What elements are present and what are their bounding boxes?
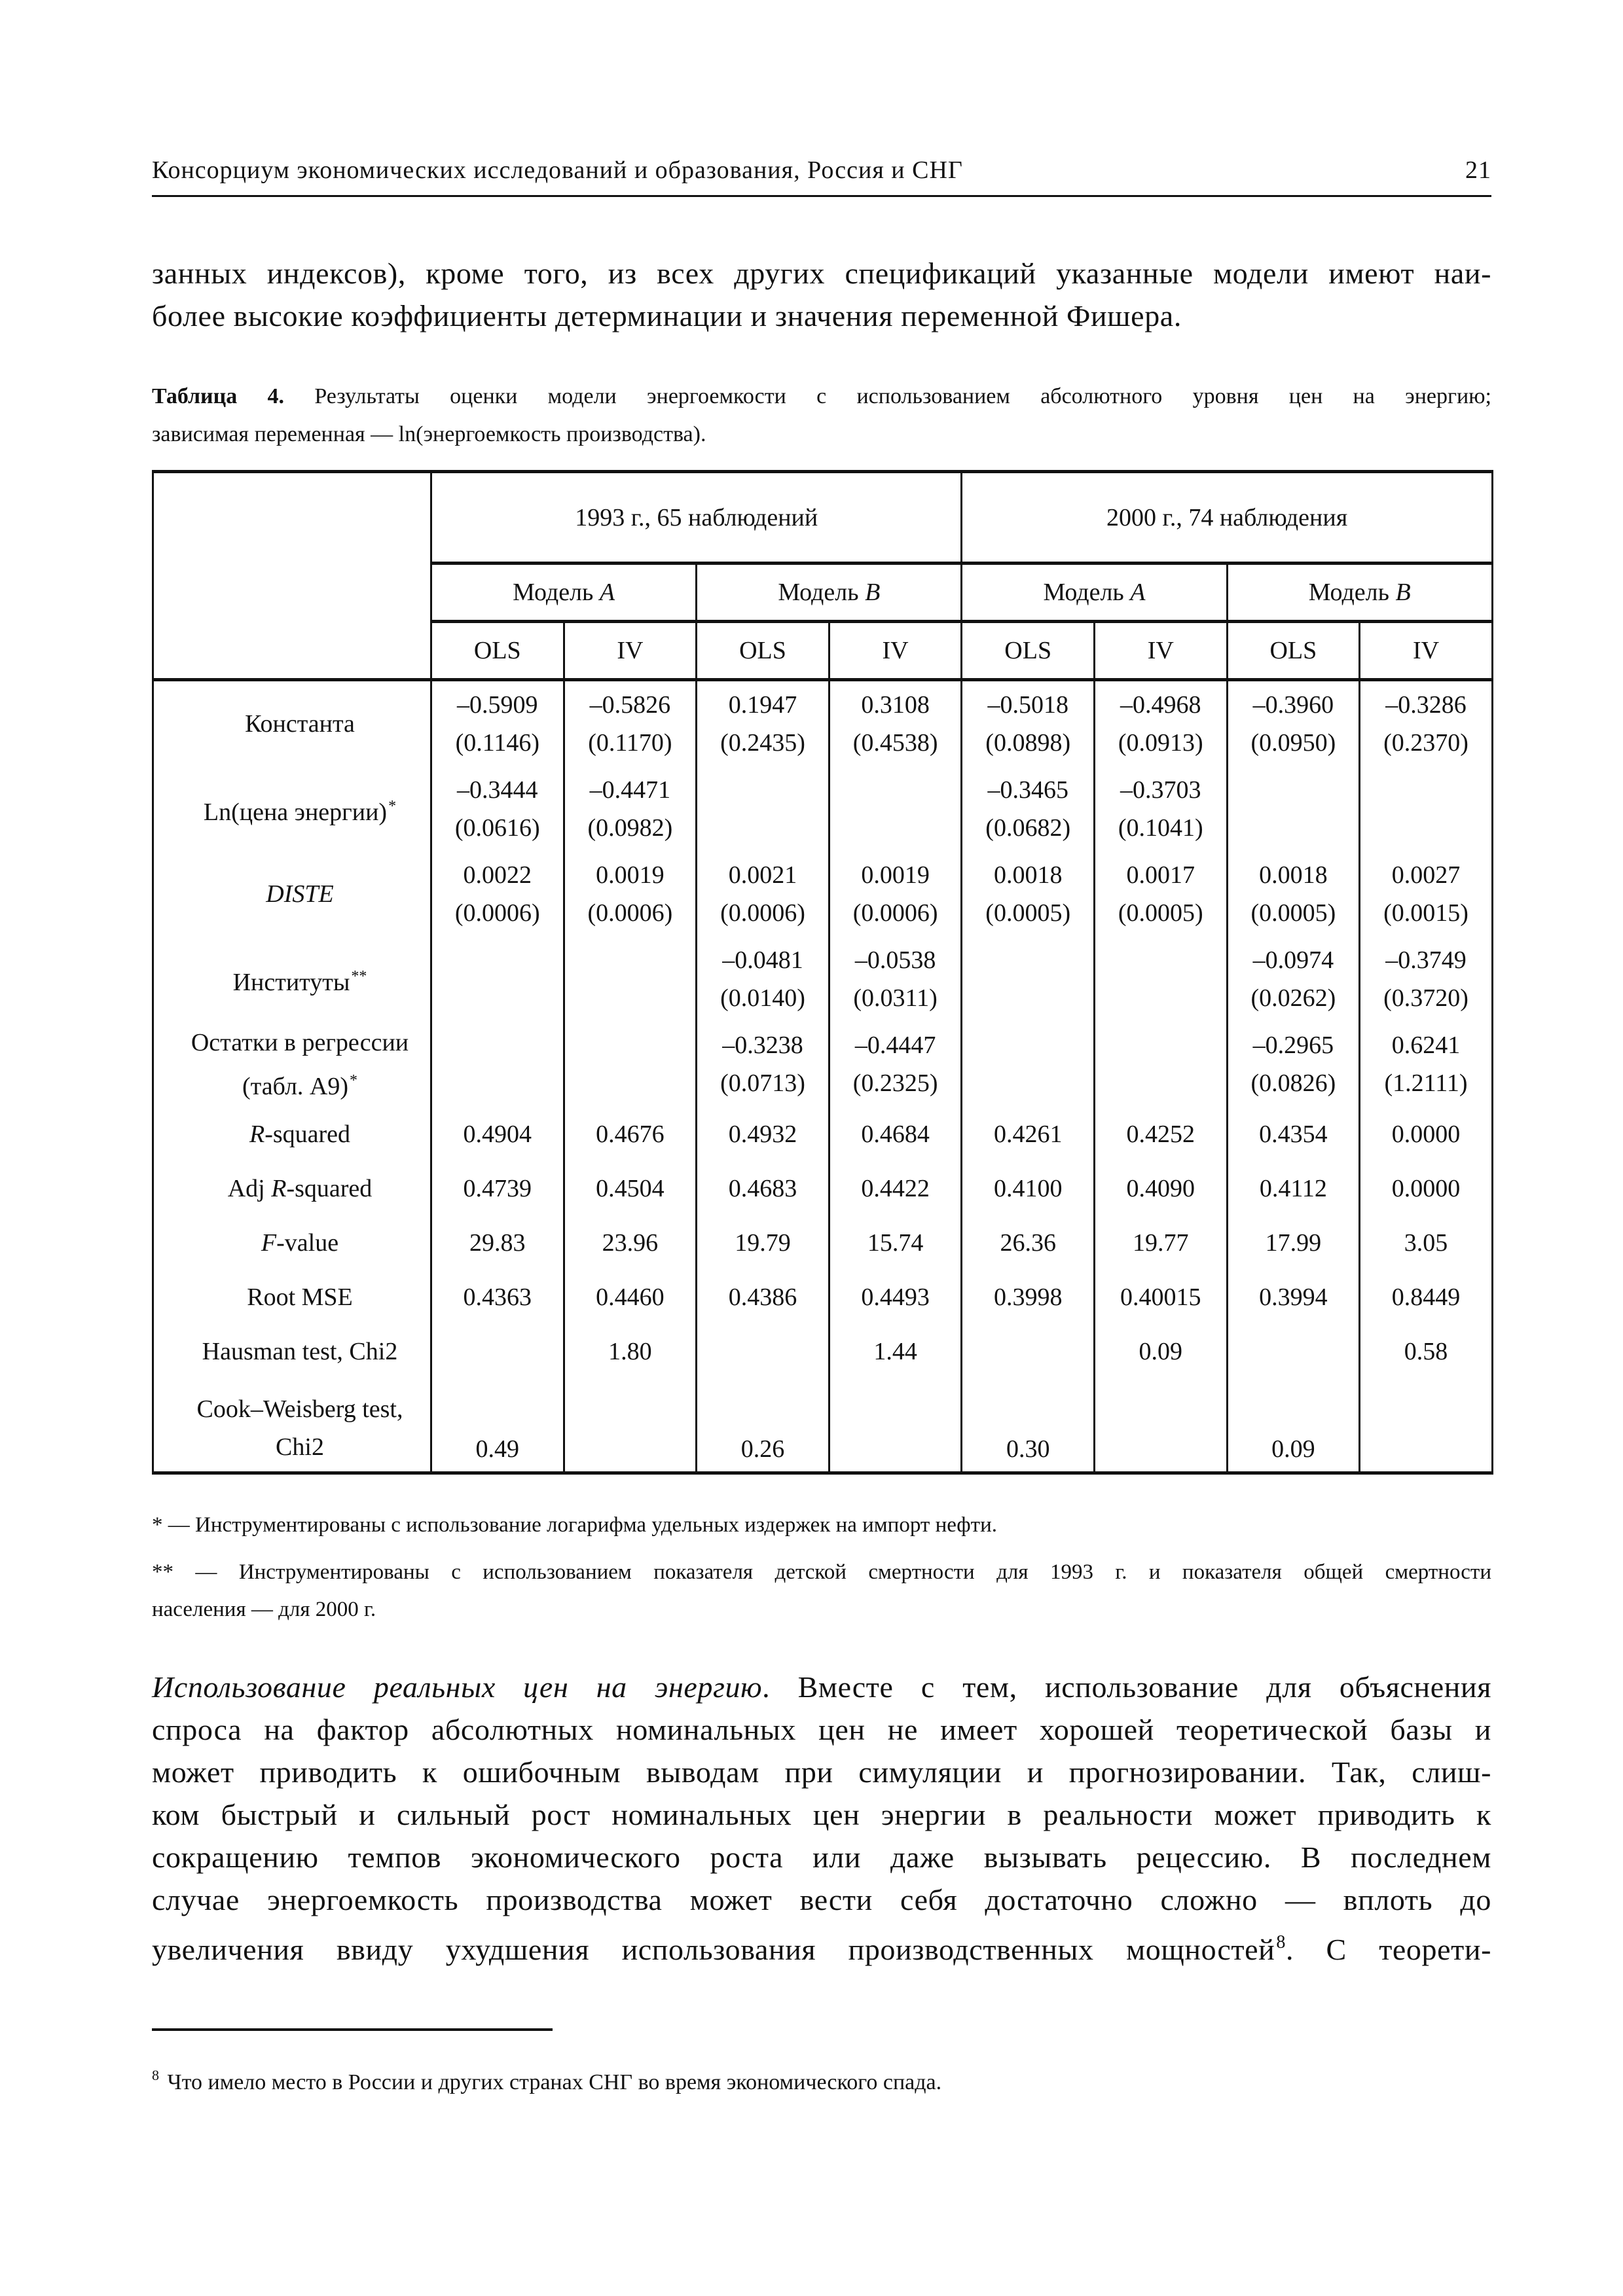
stat-cell: 17.99 bbox=[1227, 1215, 1360, 1270]
stat-cell: 0.4684 bbox=[829, 1107, 962, 1161]
table-row-r-squared bbox=[153, 1107, 1493, 1161]
stat-cell: 0.4683 bbox=[697, 1161, 830, 1215]
method-header: OLS bbox=[431, 622, 564, 680]
coef-cell: –0.5826 (0.1170) bbox=[564, 680, 697, 767]
coef-cell: –0.4968 (0.0913) bbox=[1095, 680, 1228, 767]
row-label: DISTE bbox=[153, 852, 431, 937]
stat-cell: 0.30 bbox=[962, 1378, 1095, 1473]
coef-cell: 0.0021 (0.0006) bbox=[697, 852, 830, 937]
stat-cell bbox=[431, 1324, 564, 1378]
text-line: спроса на фактор абсолютных номинальных цен не имеет хорошей теоретической базы и bbox=[152, 1713, 1491, 1746]
row-label: R-squared bbox=[153, 1107, 431, 1161]
stat-cell bbox=[1095, 1378, 1228, 1473]
running-header-title: Консорциум экономических исследований и образования, Россия и СНГ bbox=[152, 156, 963, 184]
stat-cell: 0.3994 bbox=[1227, 1270, 1360, 1324]
text-line: более высокие коэффициенты детерминации и значения переменной Фишера. bbox=[152, 299, 1182, 332]
method-header: IV bbox=[1095, 622, 1228, 680]
footnote-ref-8[interactable]: 8 bbox=[1276, 1932, 1286, 1952]
stat-cell bbox=[962, 1324, 1095, 1378]
table-row-ln-price bbox=[153, 766, 1493, 852]
header-blank-cell bbox=[153, 472, 431, 680]
stat-cell: 0.09 bbox=[1227, 1378, 1360, 1473]
stat-cell: 0.4739 bbox=[431, 1161, 564, 1215]
text-line: ком быстрый и сильный рост номинальных цен энергии в реальности может приводить к bbox=[152, 1798, 1491, 1831]
stat-cell: 26.36 bbox=[962, 1215, 1095, 1270]
stat-cell: 0.49 bbox=[431, 1378, 564, 1473]
stat-cell: 0.4261 bbox=[962, 1107, 1095, 1161]
text-line: Использование реальных цен на энергию. Вместе с тем, использование для объяснения bbox=[152, 1670, 1491, 1704]
stat-cell: 0.4112 bbox=[1227, 1161, 1360, 1215]
group-header-1993: 1993 г., 65 наблюдений bbox=[431, 472, 962, 564]
stat-cell: 0.4252 bbox=[1095, 1107, 1228, 1161]
footnote-8 bbox=[152, 2067, 1491, 2095]
stat-cell: 0.4090 bbox=[1095, 1161, 1228, 1215]
coef-cell: –0.4447 (0.2325) bbox=[829, 1022, 962, 1107]
intro-paragraph bbox=[152, 252, 1491, 337]
body-paragraph bbox=[152, 1666, 1491, 1971]
row-label: Остатки в регрессии (табл. А9)* bbox=[153, 1022, 431, 1107]
method-header: OLS bbox=[1227, 622, 1360, 680]
text-line: увеличения ввиду ухудшения использования производственных мощностей$^8$. С теорети- bbox=[152, 1932, 1491, 1966]
stat-cell bbox=[829, 1378, 962, 1473]
row-label: Adj R-squared bbox=[153, 1161, 431, 1215]
table-row-constant bbox=[153, 680, 1493, 767]
coef-cell bbox=[564, 937, 697, 1022]
text-line: случае энергоемкость производства может вести себя достаточно сложно — вплоть до bbox=[152, 1883, 1491, 1916]
model-header: Модель B bbox=[1227, 564, 1492, 622]
footnote-rule bbox=[152, 2028, 553, 2031]
coef-cell: 0.0019 (0.0006) bbox=[564, 852, 697, 937]
stat-cell: 0.0000 bbox=[1360, 1161, 1493, 1215]
method-header: IV bbox=[564, 622, 697, 680]
group-header-2000: 2000 г., 74 наблюдения bbox=[962, 472, 1492, 564]
coef-cell: –0.3703 (0.1041) bbox=[1095, 766, 1228, 852]
coef-cell: –0.3238 (0.0713) bbox=[697, 1022, 830, 1107]
coef-cell: 0.0027 (0.0015) bbox=[1360, 852, 1493, 937]
coef-cell: –0.0974 (0.0262) bbox=[1227, 937, 1360, 1022]
coef-cell: –0.3286 (0.2370) bbox=[1360, 680, 1493, 767]
stat-cell: 3.05 bbox=[1360, 1215, 1493, 1270]
stat-cell: 15.74 bbox=[829, 1215, 962, 1270]
stat-cell bbox=[564, 1378, 697, 1473]
model-header: Модель A bbox=[962, 564, 1227, 622]
stat-cell bbox=[1227, 1324, 1360, 1378]
stat-cell: 0.4904 bbox=[431, 1107, 564, 1161]
row-label: Ln(цена энергии)* bbox=[153, 766, 431, 852]
table-row-cook-weisberg bbox=[153, 1378, 1493, 1473]
coef-cell: 0.6241 (1.2111) bbox=[1360, 1022, 1493, 1107]
table-row-root-mse bbox=[153, 1270, 1493, 1324]
stat-cell bbox=[1360, 1378, 1493, 1473]
caption-text: Результаты оценки модели энергоемкости с использованием абсолютного уровня цен на энергию; bbox=[284, 384, 1491, 408]
coef-cell: –0.5018 (0.0898) bbox=[962, 680, 1095, 767]
text-line: может приводить к ошибочным выводам при симуляции и прогнозировании. Так, слиш- bbox=[152, 1755, 1491, 1789]
coef-cell: 0.0019 (0.0006) bbox=[829, 852, 962, 937]
table-row-adj-r-squared bbox=[153, 1161, 1493, 1215]
stat-cell: 0.40015 bbox=[1095, 1270, 1228, 1324]
coef-cell: 0.3108 (0.4538) bbox=[829, 680, 962, 767]
coef-cell bbox=[431, 1022, 564, 1107]
method-header: OLS bbox=[697, 622, 830, 680]
table-note-2: ** — Инструментированы с использованием показателя детской смертности для 1993 г. и показателя общей смертности населения — для 2000 г. bbox=[152, 1560, 1491, 1621]
footnote-mark: ** bbox=[351, 967, 367, 985]
table-row-diste bbox=[153, 852, 1493, 937]
coef-cell: –0.0481 (0.0140) bbox=[697, 937, 830, 1022]
table-row-f-value bbox=[153, 1215, 1493, 1270]
coef-cell bbox=[829, 766, 962, 852]
footnote-mark: * bbox=[350, 1071, 358, 1089]
stat-cell: 0.09 bbox=[1095, 1324, 1228, 1378]
footnote-mark: 8 bbox=[152, 2067, 159, 2083]
caption-label: Таблица 4. bbox=[152, 384, 285, 408]
stat-cell: 19.79 bbox=[697, 1215, 830, 1270]
coef-cell: –0.2965 (0.0826) bbox=[1227, 1022, 1360, 1107]
caption-line bbox=[152, 378, 1491, 416]
stat-cell: 29.83 bbox=[431, 1215, 564, 1270]
text-line: занных индексов), кроме того, из всех других спецификаций указанные модели имеют наи- bbox=[152, 257, 1491, 290]
method-header: OLS bbox=[962, 622, 1095, 680]
stat-cell: 0.8449 bbox=[1360, 1270, 1493, 1324]
coef-cell bbox=[1095, 1022, 1228, 1107]
coef-cell: –0.3960 (0.0950) bbox=[1227, 680, 1360, 767]
coef-cell: 0.0018 (0.0005) bbox=[962, 852, 1095, 937]
stat-cell: 0.4493 bbox=[829, 1270, 962, 1324]
coef-cell bbox=[962, 937, 1095, 1022]
stat-cell: 0.4932 bbox=[697, 1107, 830, 1161]
coef-cell bbox=[962, 1022, 1095, 1107]
paragraph-lead-italic: Использование реальных цен на энергию bbox=[152, 1670, 763, 1704]
coef-cell bbox=[1360, 766, 1493, 852]
row-label: Hausman test, Chi2 bbox=[153, 1324, 431, 1378]
stat-cell: 0.4100 bbox=[962, 1161, 1095, 1215]
table-row-institutions bbox=[153, 937, 1493, 1022]
method-header: IV bbox=[1360, 622, 1493, 680]
table-note-1: * — Инструментированы с использование логарифма удельных издержек на импорт нефти. bbox=[152, 1513, 997, 1537]
model-header: Модель A bbox=[431, 564, 697, 622]
coef-cell bbox=[697, 766, 830, 852]
coef-cell: 0.1947 (0.2435) bbox=[697, 680, 830, 767]
stat-cell: 0.4386 bbox=[697, 1270, 830, 1324]
coef-cell: –0.3444 (0.0616) bbox=[431, 766, 564, 852]
results-table bbox=[152, 470, 1493, 1475]
coef-cell: 0.0022 (0.0006) bbox=[431, 852, 564, 937]
row-label: Cook–Weisberg test, Chi2 bbox=[153, 1378, 431, 1473]
stat-cell: 1.80 bbox=[564, 1324, 697, 1378]
stat-cell: 0.4354 bbox=[1227, 1107, 1360, 1161]
footnote-mark: * bbox=[388, 797, 397, 815]
stat-cell: 0.0000 bbox=[1360, 1107, 1493, 1161]
table-caption bbox=[152, 378, 1491, 454]
model-header: Модель B bbox=[697, 564, 962, 622]
page-number: 21 bbox=[1465, 156, 1491, 184]
coef-cell: –0.3749 (0.3720) bbox=[1360, 937, 1493, 1022]
header-rule bbox=[152, 195, 1491, 197]
coef-cell bbox=[431, 937, 564, 1022]
row-label: Институты** bbox=[153, 937, 431, 1022]
table-row-residuals bbox=[153, 1022, 1493, 1107]
method-header: IV bbox=[829, 622, 962, 680]
stat-cell: 0.4676 bbox=[564, 1107, 697, 1161]
stat-cell: 0.26 bbox=[697, 1378, 830, 1473]
stat-cell: 0.4363 bbox=[431, 1270, 564, 1324]
coef-cell: –0.5909 (0.1146) bbox=[431, 680, 564, 767]
stat-cell: 1.44 bbox=[829, 1324, 962, 1378]
stat-cell: 0.4460 bbox=[564, 1270, 697, 1324]
row-label: Root MSE bbox=[153, 1270, 431, 1324]
stat-cell bbox=[697, 1324, 830, 1378]
coef-cell: –0.4471 (0.0982) bbox=[564, 766, 697, 852]
coef-cell: 0.0018 (0.0005) bbox=[1227, 852, 1360, 937]
stat-cell: 19.77 bbox=[1095, 1215, 1228, 1270]
stat-cell: 23.96 bbox=[564, 1215, 697, 1270]
coef-cell bbox=[564, 1022, 697, 1107]
row-label: Константа bbox=[153, 680, 431, 767]
stat-cell: 0.3998 bbox=[962, 1270, 1095, 1324]
coef-cell bbox=[1227, 766, 1360, 852]
coef-cell: 0.0017 (0.0005) bbox=[1095, 852, 1228, 937]
coef-cell: –0.3465 (0.0682) bbox=[962, 766, 1095, 852]
footnote-text: Что имело место в России и других странах СНГ во время экономического спада. bbox=[162, 2070, 942, 2094]
running-header bbox=[152, 152, 1491, 191]
row-label: F-value bbox=[153, 1215, 431, 1270]
coef-cell: –0.0538 (0.0311) bbox=[829, 937, 962, 1022]
caption-line: зависимая переменная — ln(энергоемкость производства). bbox=[152, 422, 706, 446]
stat-cell: 0.58 bbox=[1360, 1324, 1493, 1378]
table-row-hausman bbox=[153, 1324, 1493, 1378]
text-line: сокращению темпов экономического роста или даже вызывать рецессию. В последнем bbox=[152, 1840, 1491, 1874]
coef-cell bbox=[1095, 937, 1228, 1022]
stat-cell: 0.4422 bbox=[829, 1161, 962, 1215]
stat-cell: 0.4504 bbox=[564, 1161, 697, 1215]
